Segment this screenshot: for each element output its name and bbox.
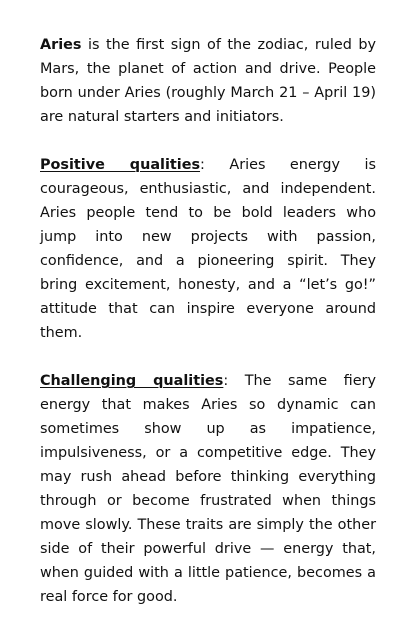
document-page [40,33,376,633]
paragraph-lead: Challenging qualities [40,373,224,389]
paragraph-positive-qualities [40,153,376,345]
paragraph-body: Aries energy is courageous, enthusiastic, and independent. Aries people tend to be bold leaders who jump into new projects with passion, confidence, and a pioneering spirit. They bring excitement, honesty, and a “let’s go!” attitude that can inspire everyone around them. [40,157,376,341]
paragraph-separator: : [200,157,230,173]
paragraph-lead: Aries [40,37,82,53]
paragraph-intro [40,33,376,129]
paragraph-separator: : [223,373,245,389]
paragraph-challenging-qualities [40,369,376,609]
paragraph-body: is the first sign of the zodiac, ruled by Mars, the planet of action and drive. People born under Aries (roughly March 21 – April 19) are natural starters and initiators. [40,37,376,125]
paragraph-lead: Positive qualities [40,157,201,173]
paragraph-body: The same fiery energy that makes Aries so dynamic can sometimes show up as impatience, impulsiveness, or a competitive edge. They may rush ahead before thinking everything through or become frustrated when things move slowly. These traits are simply the other side of their powerful drive — energy that, when guided with a little patience, becomes a real force for good. [40,373,376,605]
